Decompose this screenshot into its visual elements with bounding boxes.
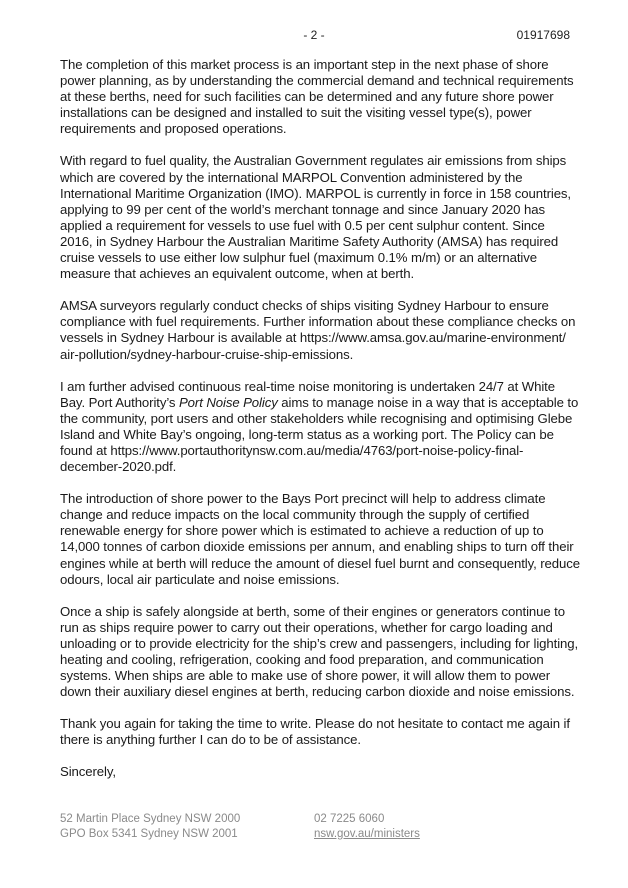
footer-contact (314, 812, 420, 841)
port-noise-policy-title: Port Noise Policy (178, 394, 278, 410)
footer-street-address: 52 Martin Place Sydney NSW 2000 (60, 813, 241, 825)
noise-text-after: aims to manage noise in a way that is acceptable to the community, port users and other stakeholders while recognising and optimising Glebe Island and White Bay’s ongoing, long-term status as a working port. The Policy can be found at https://www.portauthoritynsw.com.au/media/4763/port-noise-policy-final-december-2020.pdf. (60, 394, 579, 475)
paragraph-thank-you: Thank you again for taking the time to write. Please do not hesitate to contact me again if there is anything further I can do to be of assistance. (60, 716, 570, 748)
paragraph-fuel-quality: With regard to fuel quality, the Australian Government regulates air emissions from ships which are covered by the international MARPOL Convention administered by the International Maritime Organization (IMO). MARPOL is currently in force in 158 countries, applying to 99 per cent of the world’s merchant tonnage and since January 2020 has applied a requirement for vessels to use fuel with 0.5 per cent sulphur content. Since 2016, in Sydney Harbour the Australian Maritime Safety Authority (AMSA) has required cruise vessels to use either low sulphur fuel (maximum 0.1% m/m) or an alternative measure that achieves an equivalent outcome, when at berth. (60, 153, 571, 282)
document-reference: 01917698 (516, 28, 570, 42)
paragraph-amsa-surveyors: AMSA surveyors regularly conduct checks of ships visiting Sydney Harbour to ensure compliance with fuel requirements. Further information about these compliance checks on vessels in Sydney Harbour is available at https://www.amsa.gov.au/marine-environment/ air-pollution/sydney-harbour-cruise-ship-emissions. (60, 298, 576, 362)
sign-off: Sincerely, (60, 764, 116, 780)
footer-postal-address: GPO Box 5341 Sydney NSW 2001 (60, 827, 238, 840)
paragraph-ship-engines: Once a ship is safely alongside at berth, some of their engines or generators continue to run as ships require power to carry out their operations, whether for cargo loading and unloading or to provide electricity for the ship’s crew and passengers, including for lighting, heating and cooling, refrigeration, cooking and food preparation, and communication systems. When ships are able to make use of shore power, it will allow them to power down their auxiliary diesel engines at berth, reducing carbon dioxide and noise emissions. (60, 603, 579, 700)
paragraph-shore-power-planning: The completion of this market process is an important step in the next phase of shore power planning, as by understanding the commercial demand and technical requirements at these berths, need for such facilities can be determined and any future shore power installations can be designed and installed to suit the visiting vessel type(s), power requirements and proposed operations. (60, 57, 574, 137)
page-number: - 2 - (303, 28, 325, 42)
paragraph-noise-monitoring (60, 379, 580, 476)
letter-body (60, 57, 580, 781)
footer-phone: 02 7225 6060 (314, 813, 385, 825)
paragraph-bays-port-shore-power: The introduction of shore power to the Bays Port precinct will help to address climate change and reduce impacts on the local community through the supply of certified renewable energy for shore power which is estimated to achieve a reduction of up to 14,000 tonnes of carbon dioxide emissions per annum, and enabling ships to turn off their engines while at berth will reduce the amount of diesel fuel burnt and consequently, reduce odours, local air particulate and noise emissions. (60, 491, 580, 587)
noise-text-before: I am further advised continuous real-time noise monitoring is undertaken 24/7 at White Bay. Port Authority’s (60, 378, 555, 410)
footer-address (60, 812, 240, 841)
footer-website-link[interactable]: nsw.gov.au/ministers (314, 827, 420, 840)
